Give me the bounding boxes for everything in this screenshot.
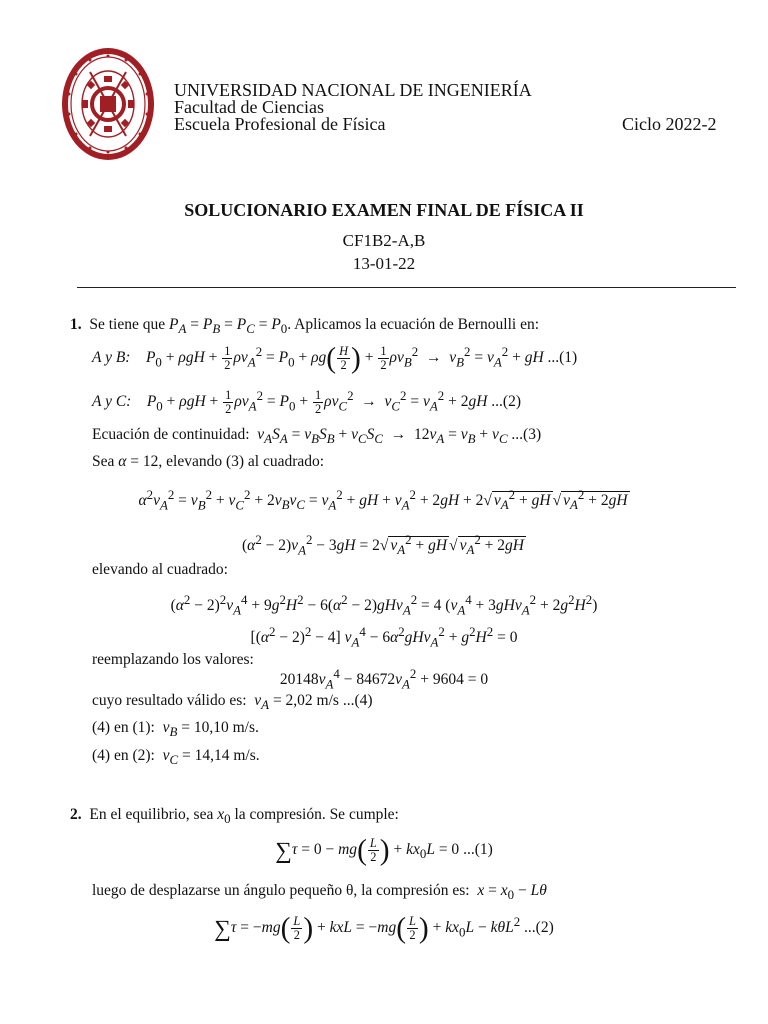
university-name: UNIVERSIDAD NACIONAL DE INGENIERÍA xyxy=(174,80,532,100)
quartic-numeric-equation: $20148v_A^4 - 84672v_A^2 + 9604 = 0$ xyxy=(279,666,489,692)
expanded-equation: $(\alpha^2 - 2)^2v_A^4 + 9g^2H^2 - 6(\alpha^2 - 2)gHv_A^2 = 4$ $(v_A^4 + 3gHv_A^2 + 2g^2H^2)$ xyxy=(170,592,598,618)
displacement-text: luego de desplazarse un ángulo pequeño θ, la compresión es: $x = x_0 - L\theta$ xyxy=(92,882,547,903)
problem-1-intro: 1. Se tiene que $P_A = P_B = P_C = P_0$. Aplicamos la ecuación de Bernoulli en: xyxy=(70,316,540,337)
exam-date: 13-01-22 xyxy=(352,254,416,273)
bernoulli-ac-equation: A y C: $P_0 + \rho gH$ + $\frac{1}{2}$ $\rho v_A^2 = P_0$ + $\frac{1}{2}$ $\rho v_C^2 \to v_C^2 = v_A^2 + 2gH$ ...(2) xyxy=(92,388,521,417)
torque-equilibrium-equation: ∑τ = 0 − mg( $\frac{L}{2}$ ) + $kx_0L = 0$ ...(1) xyxy=(275,834,493,867)
problem-2-intro: 2. En el equilibrio, sea $x_0$ la compresión. Se cumple: xyxy=(70,806,399,827)
squaring-text: elevando al cuadrado: xyxy=(92,561,228,578)
header-divider xyxy=(77,287,736,288)
university-seal-logo xyxy=(60,46,156,162)
course-code: CF1B2-A,B xyxy=(342,231,426,250)
torque-displaced-equation: ∑τ = −mg( $\frac{L}{2}$ ) + kxL = −mg( $\frac{L}{2}$ ) + $kx_0L - k\theta L^2$ ...(2) xyxy=(214,912,554,945)
faculty-name: Facultad de Ciencias xyxy=(174,97,324,117)
school-name: Escuela Profesional de Física xyxy=(174,114,386,134)
vc-result: (4) en (2): $v_C = 14,14$ m/s. xyxy=(92,747,260,768)
valid-result: cuyo resultado válido es: $v_A = 2,02$ m/s ...(4) xyxy=(92,692,373,713)
rearranged-equation: $(\alpha^2 - 2)v_A^2 - 3gH = 2√$ $v_A^2$ + gH √ $v_A^2 + 2gH$ xyxy=(242,532,524,558)
squared-continuity-equation: $\alpha^2v_A^2 = v_B^2 + v_C^2 + 2v_Bv_C = v_A^2$ + gH + $v_A^2 + 2gH + 2√$ $v_A^2$ + gH √ $v_A^2 + 2gH$ xyxy=(138,487,628,513)
document-title: SOLUCIONARIO EXAMEN FINAL DE FÍSICA II xyxy=(184,200,584,220)
replace-text: reemplazando los valores: xyxy=(92,651,254,668)
bernoulli-ab-equation: A y B: $P_0 + \rho gH$ + $\frac{1}{2}$ $\rho v_A^2 = P_0 + \rho g$( $\frac{H}{2}$ ) + $\frac{1}{2}$ $\rho v_B^2 \to v_B^2 = v_A^2$ + gH ...(1) xyxy=(92,342,578,375)
vb-result: (4) en (1): $v_B = 10,10$ m/s. xyxy=(92,719,259,740)
problem-number: 2. xyxy=(70,806,82,823)
alpha-definition: Sea α = 12, elevando (3) al cuadrado: xyxy=(92,453,325,470)
problem-number: 1. xyxy=(70,316,82,333)
continuity-equation: Ecuación de continuidad: $v_AS_A = v_BS_B + v_CS_C \to 12v_A = v_B + v_C$ ...(3) xyxy=(92,426,542,447)
cycle-label: Ciclo 2022-2 xyxy=(622,114,717,134)
quartic-general-equation: $[(\alpha^2 - 2)^2 - 4] v_A^4 - 6\alpha^2gHv_A^2 + g^2H^2 = 0$ xyxy=(250,624,518,650)
